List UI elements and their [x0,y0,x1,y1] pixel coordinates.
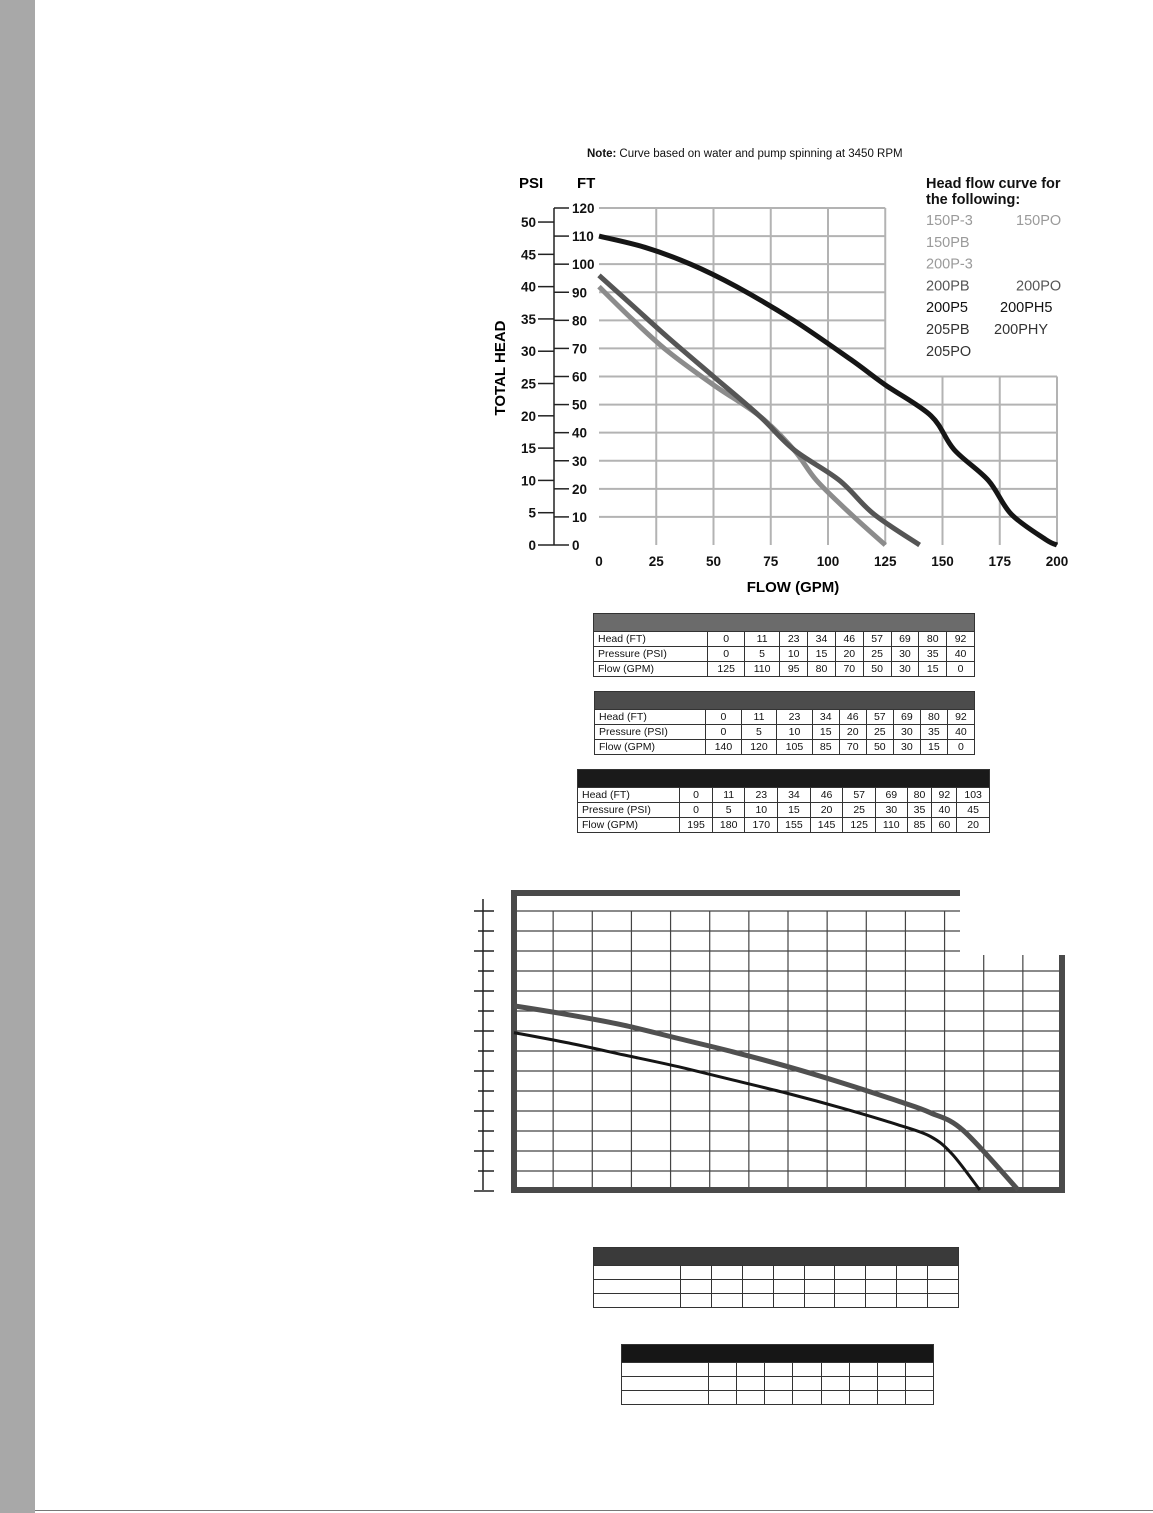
table-cell [711,1266,742,1280]
table-cell [737,1377,765,1391]
table-cell: 30 [893,725,920,740]
table-row [622,1377,934,1391]
row-label: Pressure (PSI) [578,803,680,818]
table-cell [897,1294,928,1308]
table-header-bar [594,1248,959,1266]
table-cell: 110 [875,818,907,833]
table-cell: 5 [741,725,777,740]
table-cell [804,1266,835,1280]
table-cell [821,1391,849,1405]
table-cell [849,1377,877,1391]
psi-tick-label: 45 [520,247,536,263]
table-cell: 145 [810,818,843,833]
table-cell: 95 [780,662,808,677]
table-cell [905,1363,933,1377]
ft-tick-label: 80 [572,313,588,329]
table-cell: 0 [706,710,742,725]
table-cell: 70 [835,662,863,677]
table-cell: 5 [744,647,779,662]
table-cell: 20 [957,818,990,833]
x-tick-label: 175 [988,554,1012,569]
ft-tick-label: 60 [572,369,588,385]
table-header-bar [622,1345,934,1363]
table-cell [681,1294,712,1308]
table-cell [835,1280,866,1294]
table-cell: 23 [745,788,778,803]
table-cell: 60 [932,818,957,833]
table-row [622,1391,934,1405]
psi-tick-label: 5 [528,505,536,521]
table-cell: 0 [708,632,745,647]
row-label: Head (FT) [595,710,706,725]
table-cell [681,1266,712,1280]
table-cell [804,1280,835,1294]
psi-tick-label: 30 [520,344,536,360]
row-label: Flow (GPM) [594,662,708,677]
table-cell: 0 [680,803,713,818]
x-tick-label: 50 [705,554,722,569]
table-cell: 15 [778,803,811,818]
x-tick-label: 125 [873,554,897,569]
table-cell: 15 [808,647,836,662]
ft-tick-label: 10 [572,509,588,525]
table-cell: 40 [947,725,974,740]
table-header-bar [578,770,990,788]
table-cell [877,1377,905,1391]
ft-axis-label: FT [577,175,596,192]
table-cell [928,1280,959,1294]
chart-note: Note: Curve based on water and pump spinning at 3450 RPM [587,148,903,160]
table-cell: 69 [891,632,919,647]
blank-table-2 [621,1344,934,1405]
table-cell [765,1363,793,1377]
psi-tick-label: 0 [528,538,536,553]
table-cell: 25 [843,803,876,818]
table-cell: 30 [893,740,920,755]
table-cell: 35 [907,803,932,818]
table-header-bar [595,692,975,710]
psi-tick-label: 10 [520,473,536,489]
table-cell [821,1377,849,1391]
table-cell: 0 [706,725,742,740]
x-tick-label: 200 [1045,554,1069,569]
table-cell: 0 [680,788,713,803]
chart2-frame-top-left [514,893,960,1190]
table-cell [897,1266,928,1280]
table-cell: 170 [745,818,778,833]
row-label: Flow (GPM) [578,818,680,833]
x-tick-label: 100 [816,554,840,569]
legend-model: 150P-3 [926,213,973,229]
table-row [595,710,975,725]
table-cell: 30 [875,803,907,818]
table-cell [594,1266,681,1280]
table-cell: 57 [866,710,893,725]
ft-tick-label: 100 [572,257,595,273]
table-cell: 0 [708,647,745,662]
table-cell [905,1391,933,1405]
table-cell [709,1363,737,1377]
psi-tick-label: 20 [520,408,536,424]
table-cell: 15 [812,725,839,740]
psi-tick-label: 50 [520,215,536,231]
table-cell [773,1294,804,1308]
table-cell [742,1266,773,1280]
table-row [594,662,975,677]
table-cell [849,1363,877,1377]
table-cell: 120 [741,740,777,755]
table-cell: 155 [778,818,811,833]
table-cell: 15 [919,662,947,677]
table-cell [594,1294,681,1308]
table-cell: 34 [812,710,839,725]
table-cell: 11 [712,788,745,803]
table-row [595,740,975,755]
legend-model: 205PB [926,322,970,338]
table-cell: 11 [741,710,777,725]
chart2-series-line-1 [514,1006,1018,1190]
legend-model: 200PH5 [1000,300,1053,317]
ft-tick-label: 0 [572,538,580,553]
table-cell [709,1391,737,1405]
table-cell: 35 [920,725,947,740]
table-cell: 180 [712,818,745,833]
table-cell: 0 [947,662,975,677]
legend-model: 205PO [926,343,972,360]
table-row [578,803,990,818]
table-cell [765,1377,793,1391]
table-cell [622,1391,709,1405]
table-cell [622,1377,709,1391]
x-tick-label: 0 [595,554,603,569]
table-cell: 92 [947,710,974,725]
table-cell: 20 [839,725,866,740]
legend-model: 150PO [1016,213,1062,229]
table-cell: 195 [680,818,713,833]
table-cell: 46 [810,788,843,803]
table-cell: 30 [891,662,919,677]
table-cell: 125 [843,818,876,833]
x-axis-title: FLOW (GPM) [746,579,840,596]
table-cell: 20 [835,647,863,662]
table-cell: 69 [875,788,907,803]
table-cell: 50 [863,662,891,677]
chart2-series [514,1006,1018,1190]
table-cell [835,1266,866,1280]
psi-tick-label: 35 [520,311,536,327]
table-cell: 15 [920,740,947,755]
x-tick-label: 150 [931,554,954,569]
row-label: Flow (GPM) [595,740,706,755]
table-row [594,1280,959,1294]
table-row [594,647,975,662]
table-row [578,788,990,803]
table-cell [793,1377,821,1391]
table-cell: 69 [893,710,920,725]
ft-tick-label: 50 [572,397,588,413]
table-cell [877,1363,905,1377]
table-cell [835,1294,866,1308]
ft-tick-label: 120 [572,201,595,216]
table-cell: 80 [907,788,932,803]
chart2-tick-axis [474,899,494,1191]
table-cell [742,1280,773,1294]
chart2-grid [514,911,1062,1190]
legend-model: 200PHY [994,322,1049,338]
ft-tick-label: 90 [572,285,588,301]
table-cell: 110 [744,662,779,677]
x-tick-label: 75 [763,554,779,569]
table-cell: 10 [780,647,808,662]
chart1-axes [521,201,1068,569]
table-cell: 10 [777,725,813,740]
table-cell: 57 [863,632,891,647]
table-cell: 50 [866,740,893,755]
series-line-2 [599,275,920,545]
table-cell [897,1280,928,1294]
table-cell [742,1294,773,1308]
ft-tick-label: 20 [572,481,588,497]
table-cell [773,1280,804,1294]
table-cell [877,1391,905,1405]
table-cell: 85 [812,740,839,755]
pump-table-2 [594,691,975,755]
table-cell [849,1391,877,1405]
row-label: Head (FT) [594,632,708,647]
blank-table-1 [593,1247,959,1308]
table-cell: 92 [947,632,975,647]
table-cell: 30 [891,647,919,662]
table-cell: 40 [932,803,957,818]
table-cell [773,1266,804,1280]
table-cell [622,1363,709,1377]
row-label: Pressure (PSI) [594,647,708,662]
table-cell: 20 [810,803,843,818]
table-row [595,725,975,740]
table-cell [737,1391,765,1405]
table-row [594,632,975,647]
table-header-bar [594,614,975,632]
chart2-frame-bottom-right [511,955,1062,1190]
series-line-1 [599,287,885,545]
page-bottom-rule [35,1510,1153,1511]
table-row [594,1266,959,1280]
x-tick-label: 25 [648,554,664,569]
table-cell: 125 [708,662,745,677]
table-cell [866,1294,897,1308]
table-cell [804,1294,835,1308]
legend-model: 200PO [1016,278,1062,295]
table-cell: 23 [777,710,813,725]
ft-tick-label: 30 [572,453,588,469]
chart2-frame [511,893,1062,1190]
table-cell: 140 [706,740,742,755]
pump-table-1 [593,613,975,677]
table-cell [928,1266,959,1280]
table-cell: 92 [932,788,957,803]
table-cell: 70 [839,740,866,755]
table-cell: 11 [744,632,779,647]
psi-tick-label: 15 [520,441,536,457]
table-row [578,818,990,833]
table-cell: 35 [919,647,947,662]
table-cell: 80 [808,662,836,677]
chart2-series-line-2 [514,1033,980,1190]
psi-tick-label: 40 [520,279,536,295]
legend-model: 150PB [926,234,970,251]
table-cell [711,1294,742,1308]
table-cell [821,1363,849,1377]
table-cell: 10 [745,803,778,818]
table-cell [928,1294,959,1308]
legend-title-line-1: Head flow curve for [926,176,1061,192]
table-row [622,1363,934,1377]
legend-model: 200P-3 [926,256,973,273]
table-cell: 103 [957,788,990,803]
ft-tick-label: 70 [572,341,588,357]
table-cell: 85 [907,818,932,833]
legend-model: 200P5 [926,300,968,317]
table-cell [737,1363,765,1377]
psi-tick-label: 25 [520,376,536,392]
table-cell [594,1280,681,1294]
pump-table-3 [577,769,990,833]
table-cell: 34 [778,788,811,803]
table-cell: 57 [843,788,876,803]
table-cell [711,1280,742,1294]
table-cell [866,1280,897,1294]
table-cell [793,1391,821,1405]
table-cell: 80 [919,632,947,647]
table-cell [905,1377,933,1391]
table-cell: 25 [866,725,893,740]
table-cell: 25 [863,647,891,662]
table-cell [681,1280,712,1294]
table-cell: 23 [780,632,808,647]
ft-tick-label: 110 [572,229,594,245]
table-cell: 40 [947,647,975,662]
table-cell: 0 [947,740,974,755]
table-row [594,1294,959,1308]
row-label: Head (FT) [578,788,680,803]
table-cell [765,1391,793,1405]
table-cell: 46 [839,710,866,725]
chart1-legend [926,176,1061,360]
table-cell: 45 [957,803,990,818]
table-cell: 46 [835,632,863,647]
table-cell: 80 [920,710,947,725]
table-cell: 34 [808,632,836,647]
table-cell: 105 [777,740,813,755]
table-cell [793,1363,821,1377]
row-label: Pressure (PSI) [595,725,706,740]
legend-title-line-2: the following: [926,192,1021,208]
table-cell: 5 [712,803,745,818]
table-cell [866,1266,897,1280]
table-cell [709,1377,737,1391]
psi-axis-label: PSI [519,175,544,192]
legend-model: 200PB [926,278,970,295]
ft-tick-label: 40 [572,425,588,441]
y-axis-title: TOTAL HEAD [492,320,509,416]
